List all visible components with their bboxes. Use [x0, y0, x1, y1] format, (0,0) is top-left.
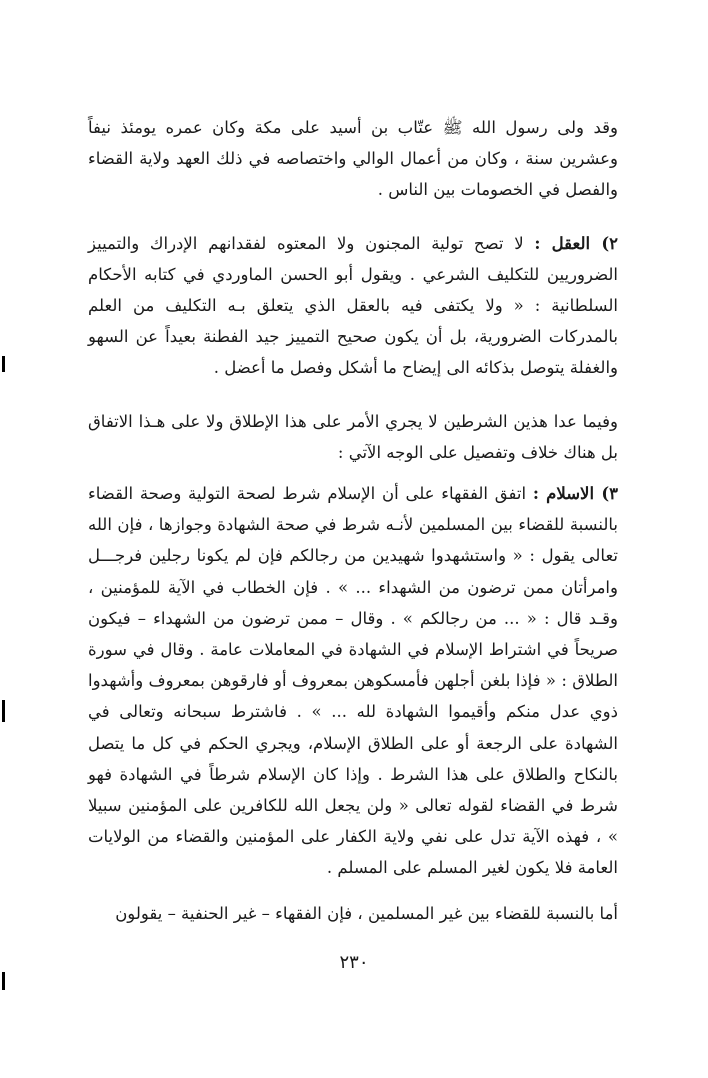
page-body	[88, 112, 618, 929]
paragraph-1-text: وقد ولى رسول الله ﷺ عتّاب بن أسيد على مكة وكان عمره يومئذ نيفاً وعشرين سنة ، وكان من أعمال الوالي واختصاصه في ذلك العهد ولاية القضاء والفصل في الخصومات بين الناس .	[88, 118, 618, 200]
page-number: ٢٣٠	[339, 952, 369, 973]
paragraph-2-text: لا تصح تولية المجنون ولا المعتوه لفقدانهم الإدراك والتمييز الضروريين للتكليف الشرعي . ويقول أبو الحسن الماوردي في كتابه الأحكام السلطانية : « ولا يكتفى فيه بالعقل الذي يتعلق بـه التكليف من العلم بالمدركات الضرورية، بل أن يكون صحيح التمييز جيد الفطنة بعيداً عن السهو والغفلة يتوصل بذكائه الى إيضاح ما أشكل وفصل ما أعضل .	[88, 233, 618, 378]
paragraph-5	[88, 898, 618, 929]
paragraph-4-text: اتفق الفقهاء على أن الإسلام شرط لصحة التولية وصحة القضاء بالنسبة للقضاء بين المسلمين لأنـه شرط في صحة الشهادة وجوازها ، فإن الله تعالى يقول : « واستشهدوا شهيدين من رجالكم فإن لم يكونا رجلين فرجـــل وامرأتان ممن ترضون من الشهداء ... » . فإن الخطاب في الآية للمؤمنين ، وقـد قال : « ... من رجالكم » . وقال – ممن ترضون من الشهداء – فيكون صريحاً في اشتراط الإسلام في الشهادة في المعاملات عامة . وقال في سورة الطلاق : « فإذا بلغن أجلهن فأمسكوهن بمعروف أو فارقوهن بمعروف وأشهدوا ذوي عدل منكم وأقيموا الشهادة لله ... » . فاشترط سبحانه وتعالى في الشهادة على الرجعة أو على الطلاق الإسلام، ويجري الحكم في كل ما يتصل بالنكاح والطلاق على هذا الشرط . وإذا كان الإسلام شرطاً في الشهادة فهو شرط في القضاء لقوله تعالى « ولن يجعل الله للكافرين على المؤمنين سبيلا » ، فهذه الآية تدل على نفي ولاية الكفار على المؤمنين والقضاء من الولايات العامة فلا يكون لغير المسلم على المسلم .	[88, 484, 618, 878]
paragraph-3	[88, 406, 618, 468]
paragraph-5-text: أما بالنسبة للقضاء بين غير المسلمين ، فإن الفقهاء – غير الحنفية – يقولون	[115, 903, 618, 923]
paragraph-3-text: وفيما عدا هذين الشرطين لا يجري الأمر على هذا الإطلاق ولا على هـذا الاتفاق بل هناك خلاف وتفصيل على الوجه الآتي :	[88, 411, 618, 462]
scan-edge-mark	[2, 356, 5, 372]
section-heading-islam: ٣) الاسلام :	[532, 484, 618, 504]
scan-edge-mark	[2, 700, 5, 722]
paragraph-1	[88, 112, 618, 206]
paragraph-4	[88, 478, 618, 884]
section-heading-reason: ٢) العقل :	[534, 233, 619, 253]
scan-edge-mark	[2, 972, 5, 990]
paragraph-2	[88, 228, 618, 384]
